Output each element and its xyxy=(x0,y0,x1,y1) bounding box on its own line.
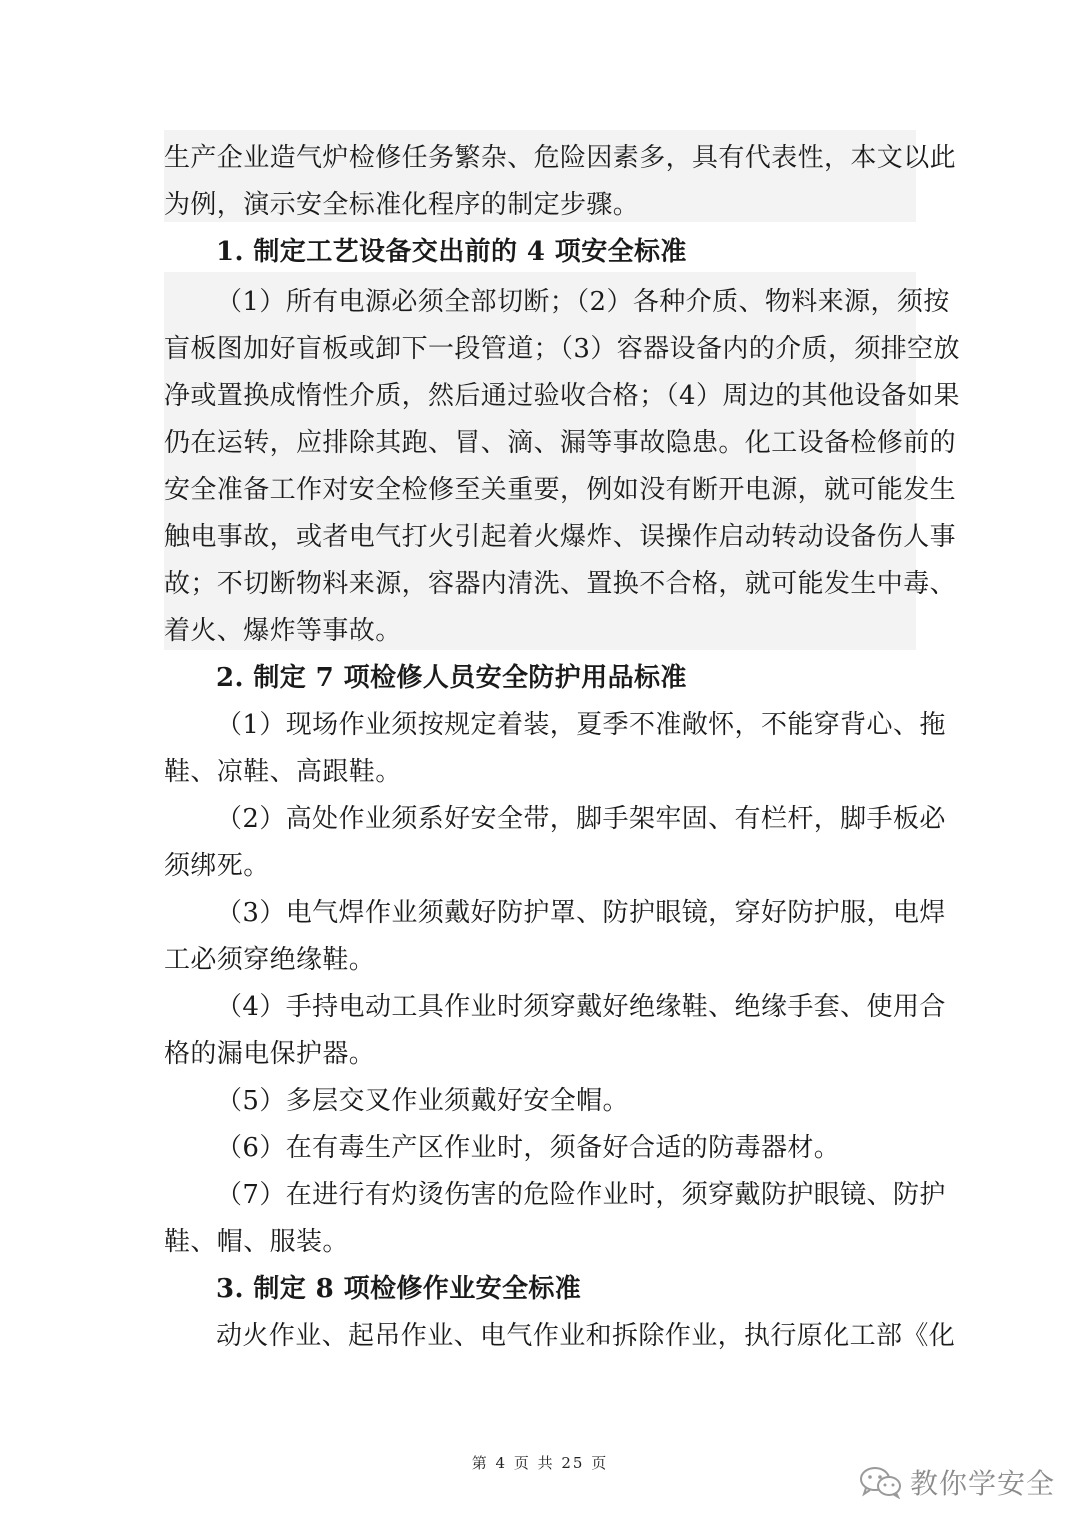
page-number: 第 4 页 共 25 页 xyxy=(471,1454,609,1472)
paragraph-line: 生产企业造气炉检修任务繁杂、危险因素多，具有代表性，本文以此 xyxy=(164,143,957,173)
watermark xyxy=(858,1462,1055,1502)
paragraph-line: 盲板图加好盲板或卸下一段管道；（3）容器设备内的介质，须排空放 xyxy=(164,334,960,364)
paragraph-line: （2）高处作业须系好安全带，脚手架牢固、有栏杆，脚手板必 xyxy=(216,804,946,834)
paragraph-line: 鞋、帽、服装。 xyxy=(164,1227,349,1257)
section-heading: 2. 制定 7 项检修人员安全防护用品标准 xyxy=(216,663,687,693)
paragraph-line: 为例，演示安全标准化程序的制定步骤。 xyxy=(164,190,640,220)
paragraph-line: （1）所有电源必须全部切断；（2）各种介质、物料来源，须按 xyxy=(216,287,950,317)
paragraph-line: 安全准备工作对安全检修至关重要，例如没有断开电源，就可能发生 xyxy=(164,475,957,505)
paragraph-line: 仍在运转，应排除其跑、冒、滴、漏等事故隐患。化工设备检修前的 xyxy=(164,428,957,458)
paragraph-line: 鞋、凉鞋、高跟鞋。 xyxy=(164,757,402,787)
paragraph-line: （7）在进行有灼烫伤害的危险作业时，须穿戴防护眼镜、防护 xyxy=(216,1180,946,1210)
wechat-icon xyxy=(858,1465,904,1499)
paragraph-line: （4）手持电动工具作业时须穿戴好绝缘鞋、绝缘手套、使用合 xyxy=(216,992,946,1022)
paragraph-line: 须绑死。 xyxy=(164,851,270,881)
paragraph-line: 格的漏电保护器。 xyxy=(164,1039,376,1069)
paragraph-line: （6）在有毒生产区作业时，须备好合适的防毒器材。 xyxy=(216,1133,841,1163)
paragraph-line: （1）现场作业须按规定着装，夏季不准敞怀，不能穿背心、拖 xyxy=(216,710,946,740)
paragraph-line: （5）多层交叉作业须戴好安全帽。 xyxy=(216,1086,629,1116)
paragraph-line: 着火、爆炸等事故。 xyxy=(164,616,402,646)
paragraph-line: 动火作业、起吊作业、电气作业和拆除作业，执行原化工部《化 xyxy=(216,1321,956,1351)
section-heading: 1. 制定工艺设备交出前的 4 项安全标准 xyxy=(216,237,687,267)
paragraph-line: 净或置换成惰性介质，然后通过验收合格；（4）周边的其他设备如果 xyxy=(164,381,960,411)
paragraph-line: 故；不切断物料来源，容器内清洗、置换不合格，就可能发生中毒、 xyxy=(164,569,957,599)
paragraph-line: 工必须穿绝缘鞋。 xyxy=(164,945,376,975)
paragraph-line: 触电事故，或者电气打火引起着火爆炸、误操作启动转动设备伤人事 xyxy=(164,522,957,552)
watermark-text: 教你学安全 xyxy=(910,1467,1056,1500)
section-heading: 3. 制定 8 项检修作业安全标准 xyxy=(216,1274,582,1304)
paragraph-line: （3）电气焊作业须戴好防护罩、防护眼镜，穿好防护服，电焊 xyxy=(216,898,946,928)
